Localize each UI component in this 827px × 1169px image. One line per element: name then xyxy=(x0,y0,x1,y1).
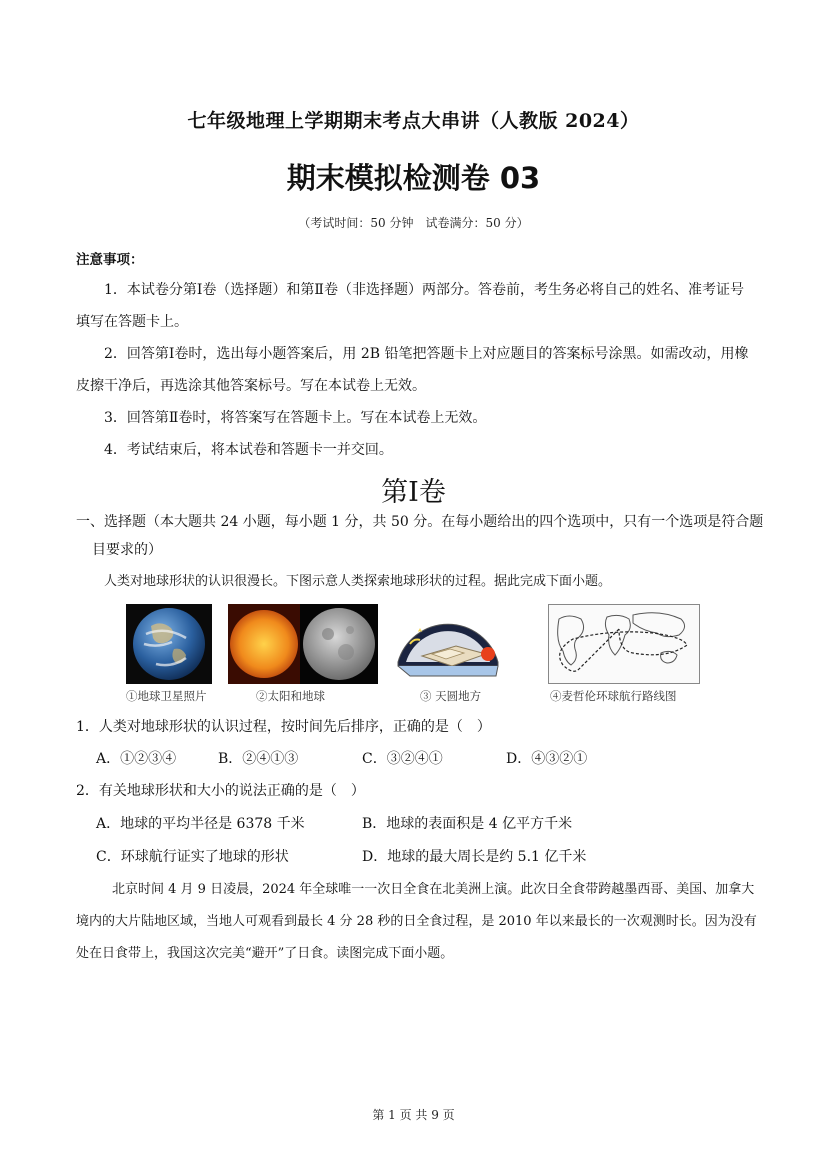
page-footer: 第 1 页 共 9 页 xyxy=(372,1108,455,1122)
section-heading: 一、选择题（本大题共 24 小题，每小题 1 分，共 50 分。在每小题给出的四个选项中，只有一个选项是符合题目要求的） xyxy=(76,514,764,558)
sun-and-earth-figure xyxy=(228,604,378,684)
notes-heading: 注意事项： xyxy=(76,252,144,268)
figure-caption: ①地球卫星照片 xyxy=(126,689,207,703)
earth-satellite-figure xyxy=(126,604,212,684)
magellan-route-map-figure xyxy=(548,604,700,684)
figure-caption: ②太阳和地球 xyxy=(256,689,325,703)
exam-info: （考试时间：50 分钟 试卷满分：50 分） xyxy=(298,216,529,230)
question-2-option-d[interactable]: D．地球的最大周长是约 5.1 亿千米 xyxy=(362,849,587,865)
question-2-option-a[interactable]: A．地球的平均半径是 6378 千米 xyxy=(96,816,305,832)
note-item: 3．回答第Ⅱ卷时，将答案写在答题卡上。写在本试卷上无效。 xyxy=(104,410,487,426)
question-1-option-c[interactable]: C．③②④① xyxy=(362,751,443,767)
note-item: 4．考试结束后，将本试卷和答题卡一并交回。 xyxy=(104,442,393,458)
dome-icon xyxy=(392,604,504,684)
note-item: 2．回答第Ⅰ卷时，选出每小题答案后，用 2B 铅笔把答题卡上对应题目的答案标号涂黑。如需改动，用橡皮擦干净后，再选涂其他答案标号。写在本试卷上无效。 xyxy=(76,346,749,394)
question-2-stem: 2．有关地球形状和大小的说法正确的是（ ） xyxy=(76,783,365,799)
section-title: 第Ⅰ卷 xyxy=(381,477,446,508)
figure-caption: ④麦哲伦环球航行路线图 xyxy=(550,689,677,703)
sun-moon-icon xyxy=(228,604,378,684)
figure-caption: ③ 天圆地方 xyxy=(420,689,482,703)
world-map-icon xyxy=(549,605,699,683)
question-2-option-c[interactable]: C．环球航行证实了地球的形状 xyxy=(96,849,289,865)
question-intro: 人类对地球形状的认识很漫长。下图示意人类探索地球形状的过程。据此完成下面小题。 xyxy=(104,574,612,589)
question-1-option-b[interactable]: B．②④①③ xyxy=(218,751,299,767)
note-item: 1．本试卷分第Ⅰ卷（选择题）和第Ⅱ卷（非选择题）两部分。答卷前，考生务必将自己的姓名、准考证号填写在答题卡上。 xyxy=(76,282,744,330)
round-heaven-square-earth-figure xyxy=(392,604,504,684)
question-1-option-d[interactable]: D．④③②① xyxy=(506,751,588,767)
exam-title: 期末模拟检测卷 03 xyxy=(286,161,541,195)
question-intro: 北京时间 4 月 9 日凌晨，2024 年全球唯一一次日全食在北美洲上演。此次日全食带跨越墨西哥、美国、加拿大境内的大片陆地区域，当地人可观看到最长 4 分 28 秒的日全食过程，是 2010 年以来最长的一次观测时长。因为没有处在日食带上，我国这次完美“避开”了日食。读图完成下面小题。 xyxy=(76,882,757,961)
question-1-stem: 1．人类对地球形状的认识过程，按时间先后排序，正确的是（ ） xyxy=(76,719,491,735)
question-2-option-b[interactable]: B．地球的表面积是 4 亿平方千米 xyxy=(362,816,573,832)
earth-globe-icon xyxy=(126,604,212,684)
exam-subtitle: 七年级地理上学期期末考点大串讲（人教版 2024） xyxy=(187,110,640,132)
figure-strip xyxy=(126,604,726,704)
question-1-option-a[interactable]: A．①②③④ xyxy=(96,751,177,767)
